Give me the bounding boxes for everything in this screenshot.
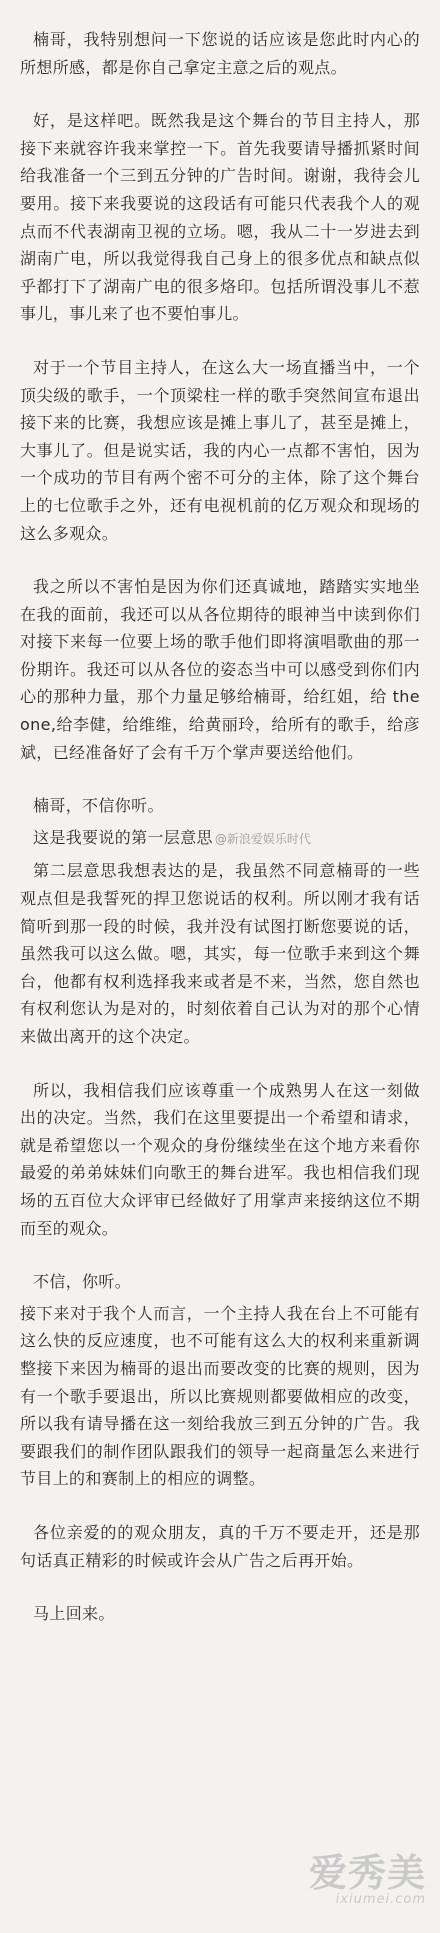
paragraph: 马上回来。 [33, 1604, 115, 1624]
paragraph: 楠哥，不信你听。 [33, 796, 164, 816]
paragraph: 各位亲爱的的观众朋友，真的千万不要走开，还是那句话真正精彩的时候或许会从广告之后再开始。 [20, 1522, 420, 1570]
site-logo [308, 1850, 426, 1907]
inline-watermark: @新浪爱娱乐时代 [214, 831, 311, 846]
paragraph-with-watermark [20, 824, 420, 854]
paragraph: 第二层意思我想表达的是，我虽然不同意楠哥的一些观点但是我誓死的捍卫您说话的权利。所以刚才我有话简听到那一段的时候，我并没有试图打断您要说的话，虽然我可以这么做。嗯，其实，每一位歌手来到这个舞台，他都有权利选择我来或者是不来，当然，您自然也有权利您认为是对的，时刻依着自己认为对的那个心情来做出离开的这个决定。 [20, 861, 420, 1046]
paragraph: 所以，我相信我们应该尊重一个成熟男人在这一刻做出的决定。当然，我们在这里要提出一个希望和请求，就是希望您以一个观众的身份继续坐在这个地方来看你最爱的弟弟妹妹们向歌王的舞台进军。我也相信我们现场的五百位大众评审已经做好了用掌声来接纳这位不期而至的观众。 [20, 1080, 420, 1238]
paragraph: 好，是这样吧。既然我是这个舞台的节目主持人，那接下来就容许我来掌控一下。首先我要请导播抓紧时间给我准备一个三到五分钟的广告时间。谢谢，我待会儿要用。接下来我要说的这段话有可能只代表我个人的观点而不代表湖南卫视的立场。嗯，我从二十一岁进去到湖南广电，所以我觉得我自己身上的很多优点和缺点似乎都打下了湖南广电的很多烙印。包括所谓没事儿不惹事儿，事儿来了也不要怕事儿。 [20, 111, 420, 324]
paragraph: 楠哥，我特别想问一下您说的话应该是您此时内心的所想所感，都是你自己拿定主意之后的观点。 [20, 30, 420, 77]
logo-domain-text: ixiumei.com [335, 1892, 426, 1907]
paragraph: 不信，你听。 [33, 1272, 132, 1292]
paragraph-text: 这是我要说的第一层意思 [33, 827, 213, 847]
logo-chinese-text: 爱秀美 [308, 1850, 426, 1895]
paragraph: 我之所以不害怕是因为你们还真诚地，踏踏实实地坐在我的面前，我还可以从各位期待的眼神当中读到你们对接下来每一位要上场的歌手他们即将演唱歌曲的那一份期许。我还可以从各位的姿态当中可以感受到你们内心的那种力量，那个力量足够给楠哥，给红姐，给 the one,给李健，给维维，给黄丽玲，给所有的歌手，给彦斌，已经准备好了会有千万个掌声要送给他们。 [20, 577, 420, 762]
paragraph: 接下来对于我个人而言，一个主持人我在台上不可能有这么快的反应速度，也不可能有这么大的权利来重新调整接下来因为楠哥的退出而要改变的比赛的规则，因为有一个歌手要退出，所以比赛规则都要做相应的改变，所以我有请导播在这一刻给我放三到五分钟的广告。我要跟我们的制作团队跟我们的领导一起商量怎么来进行节目上的和赛制上的相应的调整。 [20, 1303, 420, 1489]
paragraph: 对于一个节目主持人，在这么大一场直播当中，一个顶尖级的歌手，一个顶梁柱一样的歌手突然间宣布退出接下来的比赛，我想应该是摊上事儿了，甚至是摊上，大事儿了。但是说实话，我的内心一点都不害怕，因为一个成功的节目有两个密不可分的主体，除了这个舞台上的七位歌手之外，还有电视机前的亿万观众和现场的这么多观众。 [20, 357, 420, 543]
